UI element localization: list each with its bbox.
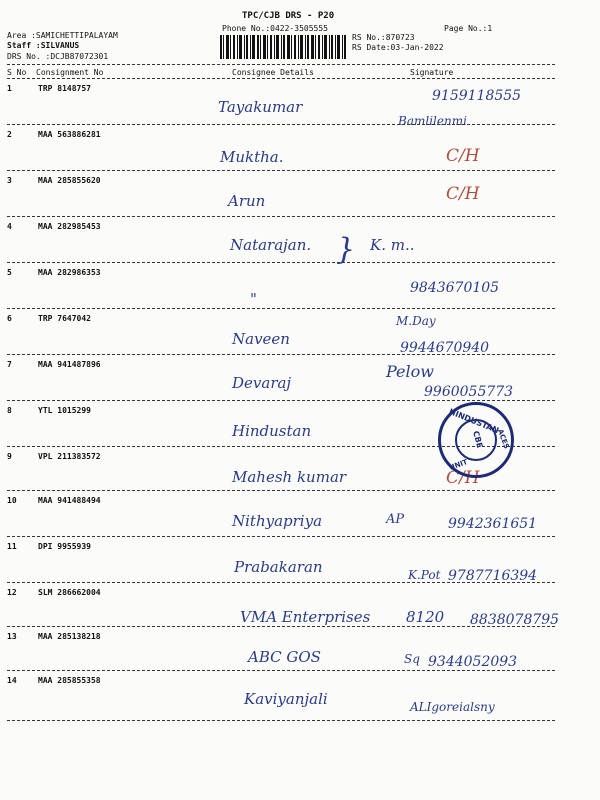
row-divider — [7, 626, 555, 627]
row-divider — [7, 262, 555, 263]
row-divider — [7, 170, 555, 171]
column-signature: Signature — [410, 68, 454, 77]
row-serial-number: 13 — [7, 632, 17, 641]
row-consignee-name: Arun — [228, 192, 266, 210]
row-signature: 8120 — [406, 608, 445, 626]
row-consignee-name: Natarajan. — [230, 236, 312, 254]
row-serial-number: 7 — [7, 360, 12, 369]
row-consignment-number: DPI 9955939 — [38, 542, 91, 551]
row-signature: Pelow — [386, 362, 434, 381]
row-divider — [7, 720, 555, 721]
row-signature: K. m.. — [370, 236, 415, 254]
curly-brace-mark: } — [336, 232, 356, 267]
area-label: Area :SAMICHETTIPALAYAM — [7, 31, 118, 40]
row-serial-number: 4 — [7, 222, 12, 231]
row-consignment-number: MAA 282985453 — [38, 222, 101, 231]
row-consignment-number: MAA 563886281 — [38, 130, 101, 139]
row-consignee-name: Kaviyanjali — [244, 690, 328, 708]
row-consignment-number: TRP 7647042 — [38, 314, 91, 323]
page-number: Page No.:1 — [444, 24, 493, 33]
row-signature: Bamlilenmi — [398, 114, 467, 128]
row-divider — [7, 670, 555, 671]
row-phone-number: 9159118555 — [432, 88, 522, 104]
hindustan-stamp — [438, 402, 514, 478]
row-consignment-number: SLM 286662004 — [38, 588, 101, 597]
row-serial-number: 3 — [7, 176, 12, 185]
row-serial-number: 8 — [7, 406, 12, 415]
row-consignee-name: " — [250, 290, 257, 308]
row-signature: ALIgoreialsny — [410, 700, 495, 714]
column-consignment: Consignment No — [36, 68, 104, 77]
row-phone-number: 9787716394 — [448, 568, 538, 584]
row-serial-number: 11 — [7, 542, 17, 551]
row-divider — [7, 400, 555, 401]
barcode — [220, 35, 346, 59]
row-signature: Sq — [404, 652, 420, 666]
row-consignment-number: MAA 282986353 — [38, 268, 101, 277]
row-signature: K.Pot — [408, 568, 441, 582]
row-phone-number: 9960055773 — [424, 384, 514, 400]
row-serial-number: 6 — [7, 314, 12, 323]
row-signature: C/H — [446, 184, 480, 204]
row-serial-number: 1 — [7, 84, 12, 93]
row-consignee-name: Prabakaran — [234, 558, 323, 576]
row-serial-number: 5 — [7, 268, 12, 277]
row-consignment-number: MAA 941487896 — [38, 360, 101, 369]
row-phone-number: 9843670105 — [410, 280, 500, 296]
row-signature: M.Day — [396, 314, 436, 328]
row-serial-number: 2 — [7, 130, 12, 139]
row-signature: AP — [386, 512, 405, 527]
rs-number: RS No.:870723 — [352, 33, 415, 42]
row-consignment-number: MAA 941488494 — [38, 496, 101, 505]
row-consignee-name: Muktha. — [220, 148, 284, 166]
row-consignee-name: Tayakumar — [218, 98, 303, 116]
row-divider — [7, 490, 555, 491]
row-serial-number: 14 — [7, 676, 17, 685]
column-consignee: Consignee Details — [232, 68, 314, 77]
document-title: TPC/CJB DRS - P20 — [242, 11, 335, 21]
row-signature: C/H — [446, 146, 480, 166]
row-consignment-number: YTL 1015299 — [38, 406, 91, 415]
row-phone-number: 9344052093 — [428, 654, 518, 670]
rs-date: RS Date:03-Jan-2022 — [352, 43, 444, 52]
row-phone-number: 9942361651 — [448, 516, 538, 532]
row-consignee-name: Hindustan — [232, 422, 312, 440]
row-divider — [7, 216, 555, 217]
row-consignment-number: MAA 285855358 — [38, 676, 101, 685]
staff-label: Staff :SILVANUS — [7, 41, 80, 50]
row-divider — [7, 582, 555, 583]
row-consignment-number: MAA 285138218 — [38, 632, 101, 641]
row-consignee-name: VMA Enterprises — [240, 608, 371, 626]
header-rule-top — [7, 64, 555, 65]
column-sno: S No — [7, 68, 27, 77]
stamp-side-text: ACES — [495, 428, 511, 450]
row-consignment-number: TRP 8148757 — [38, 84, 91, 93]
row-divider — [7, 308, 555, 309]
stamp-outer-text: HINDUSTAN — [447, 407, 501, 436]
row-phone-number: 9944670940 — [400, 340, 490, 356]
row-consignee-name: Naveen — [232, 330, 290, 348]
phone-number: Phone No.:0422-3505555 — [222, 24, 328, 33]
row-serial-number: 10 — [7, 496, 17, 505]
stamp-inner-text: CBE — [471, 429, 485, 450]
row-consignee-name: Mahesh kumar — [232, 468, 347, 486]
row-divider — [7, 354, 555, 355]
row-divider — [7, 124, 555, 125]
row-serial-number: 12 — [7, 588, 17, 597]
row-serial-number: 9 — [7, 452, 12, 461]
drs-number: DRS No. :DCJB87072301 — [7, 52, 109, 61]
row-phone-number: 8838078795 — [470, 612, 560, 628]
row-consignee-name: Devaraj — [232, 374, 292, 392]
row-consignee-name: Nithyapriya — [232, 512, 323, 530]
header-rule-bottom — [7, 78, 555, 79]
row-consignee-name: ABC GOS — [248, 648, 321, 666]
row-signature: C/H — [446, 468, 480, 488]
row-divider — [7, 536, 555, 537]
row-consignment-number: VPL 211383572 — [38, 452, 101, 461]
stamp-bottom-text: UNIT — [448, 458, 469, 472]
row-consignment-number: MAA 285855620 — [38, 176, 101, 185]
